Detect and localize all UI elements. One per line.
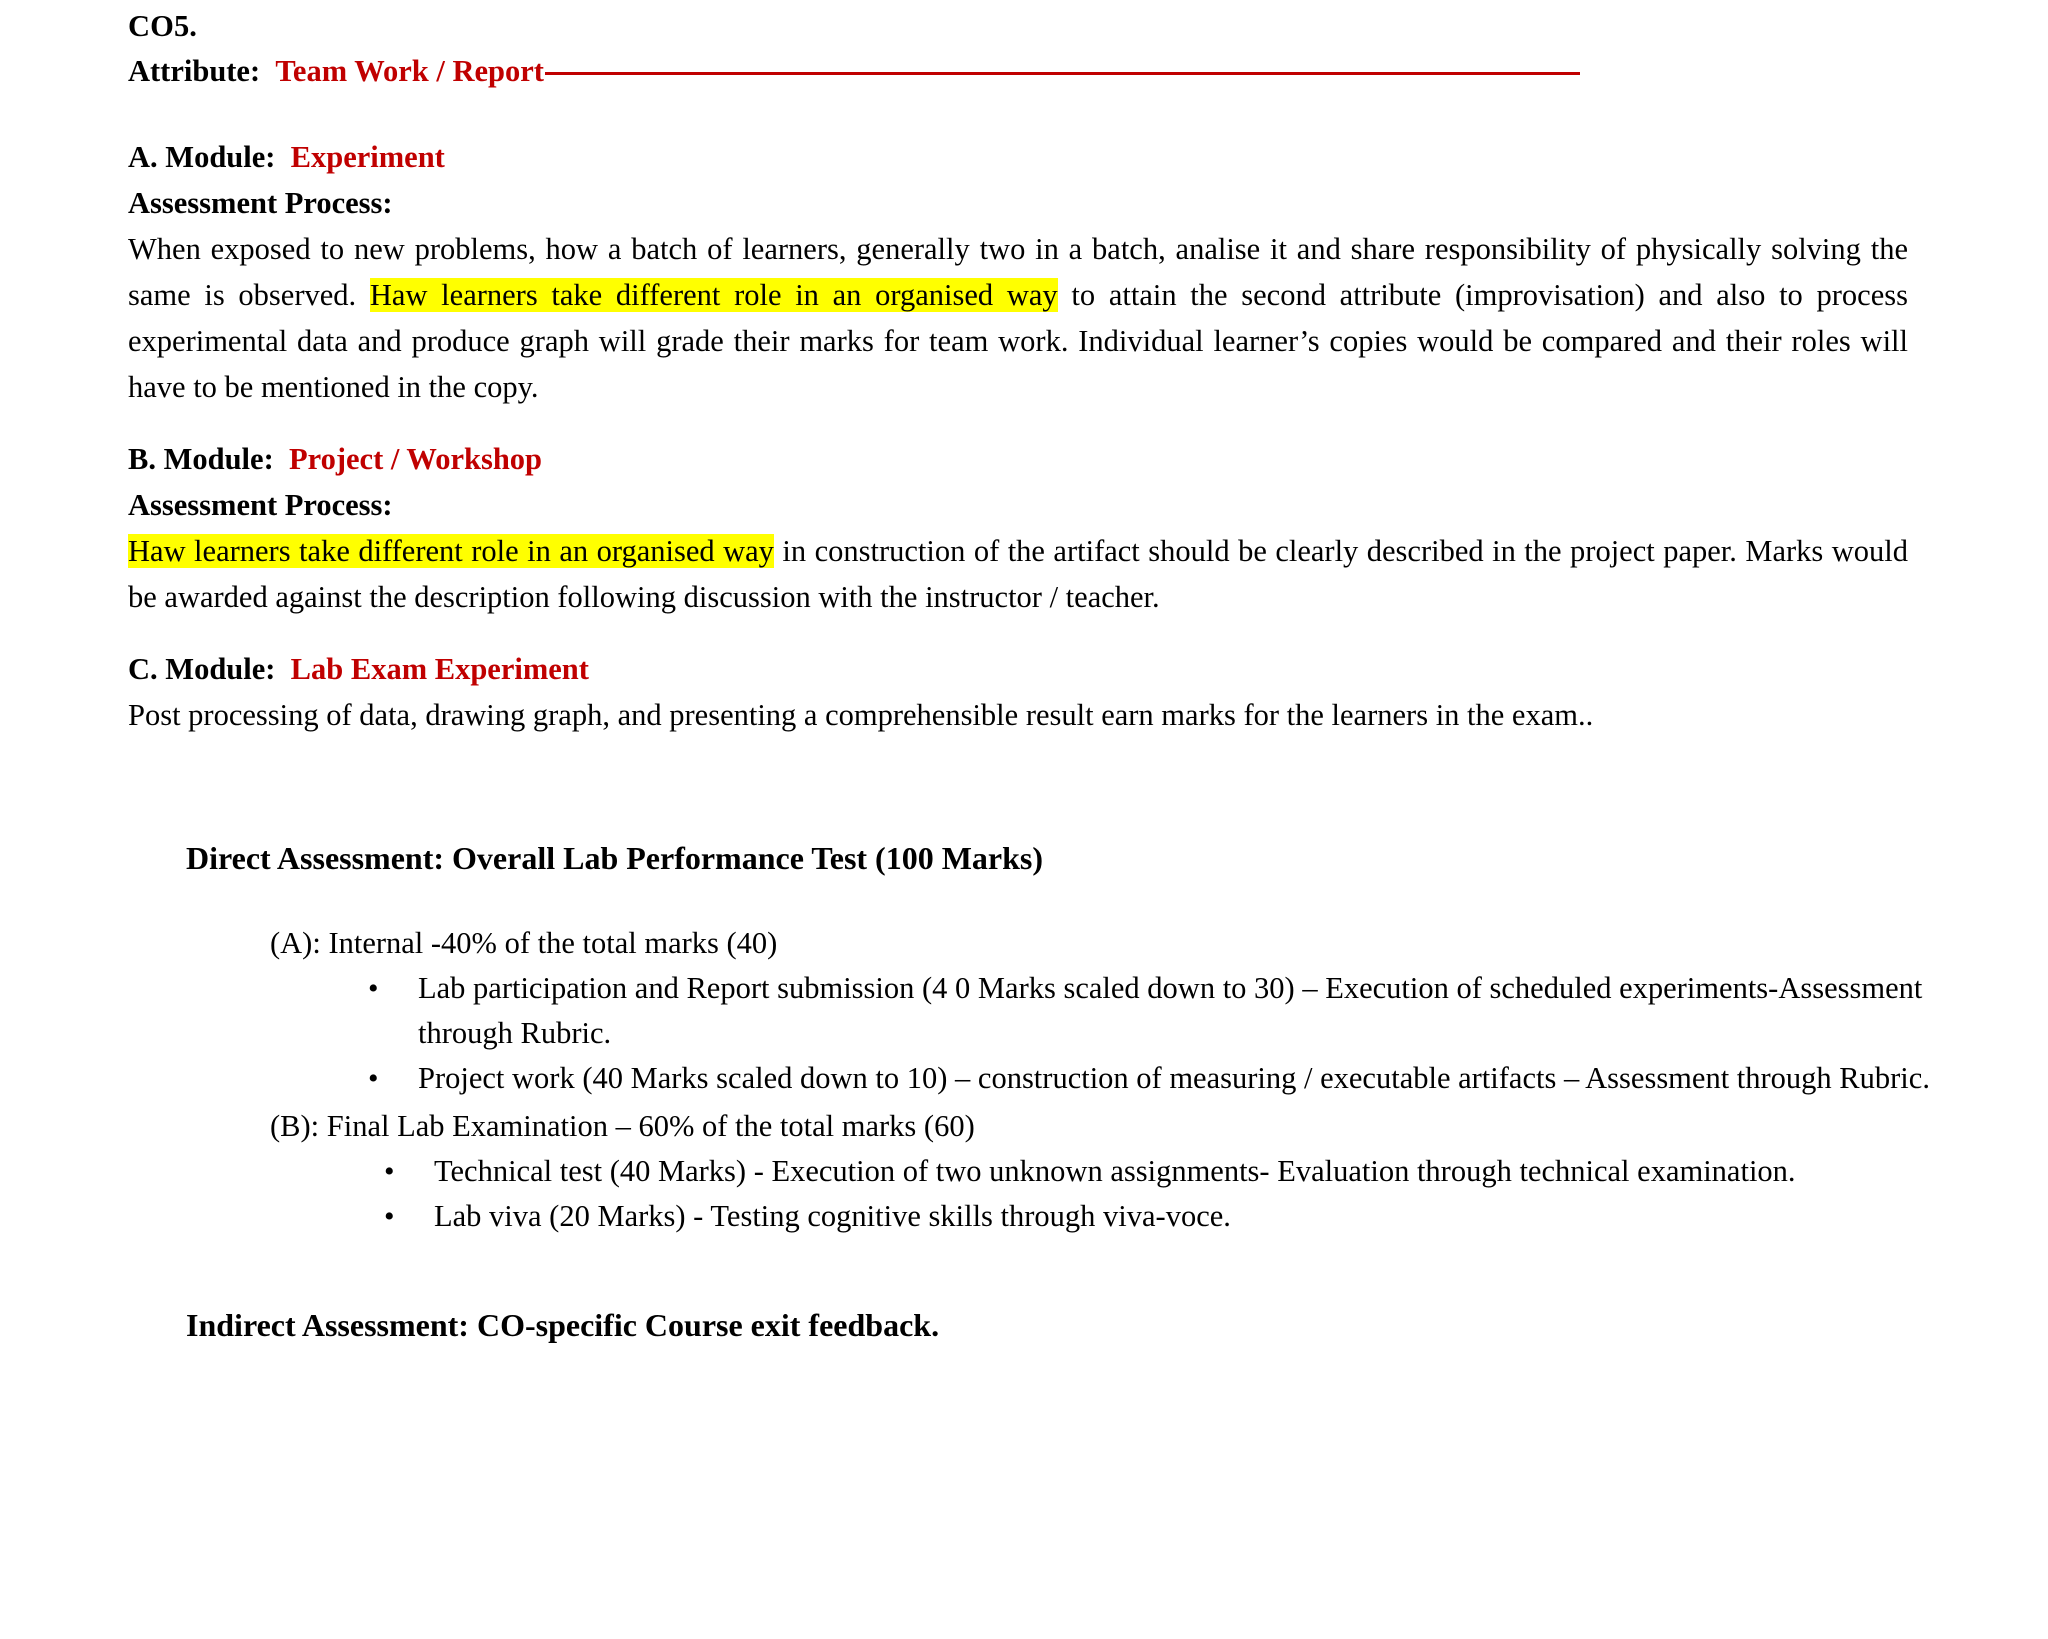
list-item <box>382 1194 1954 1239</box>
attribute-value: Team Work / Report <box>275 54 544 88</box>
module-c-paragraph: Post processing of data, drawing graph, and presenting a comprehensible result earn marks for the learners in the exam.. <box>128 698 1594 732</box>
bullet-icon: • <box>384 1200 395 1233</box>
bullet-icon: • <box>368 1062 379 1095</box>
section-a-label: (A): Internal -40% of the total marks (40) <box>270 926 778 960</box>
indirect-assessment-title: Indirect Assessment: CO-specific Course exit feedback. <box>186 1307 940 1343</box>
module-a-paragraph <box>128 226 1908 410</box>
module-a-text-after: to attain the second attribute (improvisation) and also to process experimental data and produce graph will grade their marks for team work. Individual learner’s copies would be compared and their roles will have to be mentioned in the copy. <box>128 278 1908 404</box>
document-body <box>128 4 1968 1349</box>
module-c-heading-value: Lab Exam Experiment <box>290 652 589 686</box>
module-a-text-before: When exposed to new problems, how a batch of learners, generally two in a batch, analise it and share responsibility of physically solving the same is observed. <box>128 232 1908 312</box>
module-b-subheading: Assessment Process: <box>128 488 393 522</box>
bullet-icon: • <box>384 1155 395 1188</box>
attribute-underline-rule <box>545 72 1580 75</box>
module-b-text-after: in construction of the artifact should be clearly described in the project paper. Marks would be awarded against the description following discussion with the instructor / teacher. <box>128 534 1908 614</box>
list-item <box>382 1149 1954 1194</box>
module-a-subheading: Assessment Process: <box>128 186 393 220</box>
spacer <box>128 94 1968 134</box>
list-item-text: Lab viva (20 Marks) - Testing cognitive skills through viva-voce. <box>434 1199 1231 1233</box>
direct-assessment-block <box>128 834 1968 1239</box>
section-a-bullet-list <box>186 966 1968 1101</box>
bullet-icon: • <box>368 972 379 1005</box>
module-a-heading-prefix: A. Module: <box>128 140 276 174</box>
module-b-highlighted-text: Haw learners take different role in an organised way <box>128 534 774 568</box>
module-a-highlighted-text: Haw learners take different role in an organised way <box>369 278 1058 312</box>
list-item <box>366 966 1938 1056</box>
co-label: CO5. <box>128 9 198 43</box>
module-b-heading-value: Project / Workshop <box>288 442 543 476</box>
section-b-bullet-list <box>186 1149 1968 1239</box>
list-item-text: Technical test (40 Marks) - Execution of two unknown assignments- Evaluation through technical examination. <box>434 1154 1796 1188</box>
attribute-label: Attribute: <box>128 54 261 88</box>
spacer <box>128 410 1968 436</box>
module-b-heading <box>128 436 1968 482</box>
spacer <box>128 620 1968 646</box>
section-b-label: (B): Final Lab Examination – 60% of the total marks (60) <box>270 1109 975 1143</box>
module-a-heading-value: Experiment <box>290 140 445 174</box>
module-a-heading <box>128 134 1968 180</box>
list-item <box>366 1056 1938 1101</box>
list-item-text: Project work (40 Marks scaled down to 10) – construction of measuring / executable artifacts – Assessment through Rubric. <box>418 1061 1930 1095</box>
module-b-heading-prefix: B. Module: <box>128 442 274 476</box>
module-b-paragraph <box>128 528 1908 620</box>
list-item-text: Lab participation and Report submission (4 0 Marks scaled down to 30) – Execution of scheduled experiments-Assessment through Rubric. <box>418 971 1923 1050</box>
attribute-line <box>128 49 1968 94</box>
module-c-heading <box>128 646 1968 692</box>
direct-assessment-title: Direct Assessment: Overall Lab Performance Test (100 Marks) <box>186 840 1044 876</box>
module-c-heading-prefix: C. Module: <box>128 652 276 686</box>
